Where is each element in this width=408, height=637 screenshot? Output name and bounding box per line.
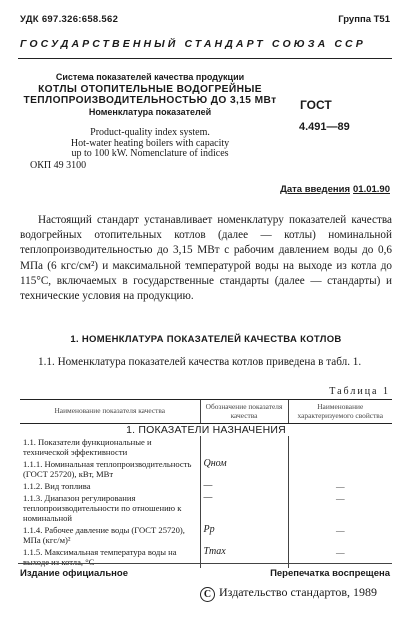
table-row	[20, 546, 392, 568]
row-symbol: —	[200, 480, 288, 492]
okp-code: ОКП 49 3100	[30, 160, 87, 171]
table-row	[20, 524, 392, 546]
indices-table	[20, 399, 392, 568]
header-rule	[18, 58, 392, 59]
paragraph-1-1: 1.1. Номенклатура показателей качества котлов приведена в табл. 1.	[38, 356, 362, 368]
english-title-line-2: Hot-water heating boilers with capacity	[70, 137, 230, 149]
official-edition: Издание официальное	[20, 568, 128, 579]
row-name: 1.1.3. Диапазон регулирования теплопроизводительности по отношению к номинальной	[23, 493, 182, 523]
reprint-notice: Перепечатка воспрещена	[270, 568, 390, 579]
row-symbol: —	[200, 492, 288, 524]
row-property	[288, 458, 392, 480]
udk-code: УДК 697.326:658.562	[20, 14, 119, 25]
row-symbol	[200, 436, 288, 458]
title-line-2: КОТЛЫ ОТОПИТЕЛЬНЫЕ ВОДОГРЕЙНЫЕ	[38, 83, 262, 95]
row-name: 1.1.2. Вид топлива	[23, 481, 91, 491]
table-label: Таблица 1	[329, 386, 390, 397]
row-property: —	[335, 547, 345, 557]
standard-title: ГОСУДАРСТВЕННЫЙ СТАНДАРТ СОЮЗА ССР	[20, 38, 366, 50]
footer-rule	[18, 563, 392, 564]
row-property: —	[335, 493, 345, 503]
copyright-icon: С	[200, 587, 215, 602]
section-heading: 1. НОМЕНКЛАТУРА ПОКАЗАТЕЛЕЙ КАЧЕСТВА КОТЛОВ	[70, 334, 342, 345]
table-header-name: Наименование показателя качества	[20, 400, 200, 424]
gost-label: ГОСТ	[300, 98, 332, 112]
title-line-3: ТЕПЛОПРОИЗВОДИТЕЛЬНОСТЬЮ ДО 3,15 МВт	[23, 95, 277, 106]
row-property	[288, 436, 392, 458]
table-row	[20, 436, 392, 458]
table-row	[20, 458, 392, 480]
table-header-property: Наименование характеризуемого свойства	[288, 400, 392, 424]
group-code: Группа Т51	[338, 14, 390, 25]
gost-number: 4.491—89	[299, 121, 350, 133]
english-title-line-3: up to 100 kW. Nomenclature of indices	[71, 148, 229, 159]
table-row	[20, 480, 392, 492]
document-title	[20, 72, 280, 118]
intro-date: 01.01.90	[353, 184, 390, 195]
row-symbol: Tmax	[200, 546, 288, 568]
table-section-heading: 1. ПОКАЗАТЕЛИ НАЗНАЧЕНИЯ	[126, 424, 286, 436]
copyright	[200, 585, 377, 602]
english-title	[20, 128, 280, 160]
title-line-1: Система показателей качества продукции	[55, 72, 245, 82]
title-line-4: Номенклатура показателей	[88, 106, 212, 117]
row-name: 1.1. Показатели функциональные и технической эффективности	[23, 437, 152, 457]
english-title-line-1: Product-quality index system.	[90, 127, 210, 138]
intro-date-label: Дата введения	[280, 184, 350, 195]
row-symbol: Qном	[200, 458, 288, 480]
intro-paragraph: Настоящий стандарт устанавливает номенклатуру показателей качества водогрейных отопительных котлов (далее — котлы) номинальной теплопроизводительностью до 3,15 МВт с рабочим давлением воды до 0,6 МПа (6 кгс/см²) и максимальной температурой воды на выходе из котла до 115°С, включаемых в государственные стандарты (далее — стандарты) и технические условия на продукцию.	[20, 214, 392, 303]
row-symbol: Pр	[200, 524, 288, 546]
row-name: 1.1.1. Номинальная теплопроизводительность (ГОСТ 25720), кВт, МВт	[23, 459, 192, 479]
row-name: 1.1.5. Максимальная температура воды на выходе из котла, °С	[23, 547, 177, 567]
row-property: —	[335, 481, 345, 491]
row-property: —	[335, 525, 345, 535]
copyright-text: Издательство стандартов, 1989	[219, 585, 377, 599]
row-name: 1.1.4. Рабочее давление воды (ГОСТ 25720), МПа (кгс/м)²	[23, 525, 185, 545]
table-row	[20, 492, 392, 524]
table-header-symbol: Обозначение показателя качества	[200, 400, 288, 424]
